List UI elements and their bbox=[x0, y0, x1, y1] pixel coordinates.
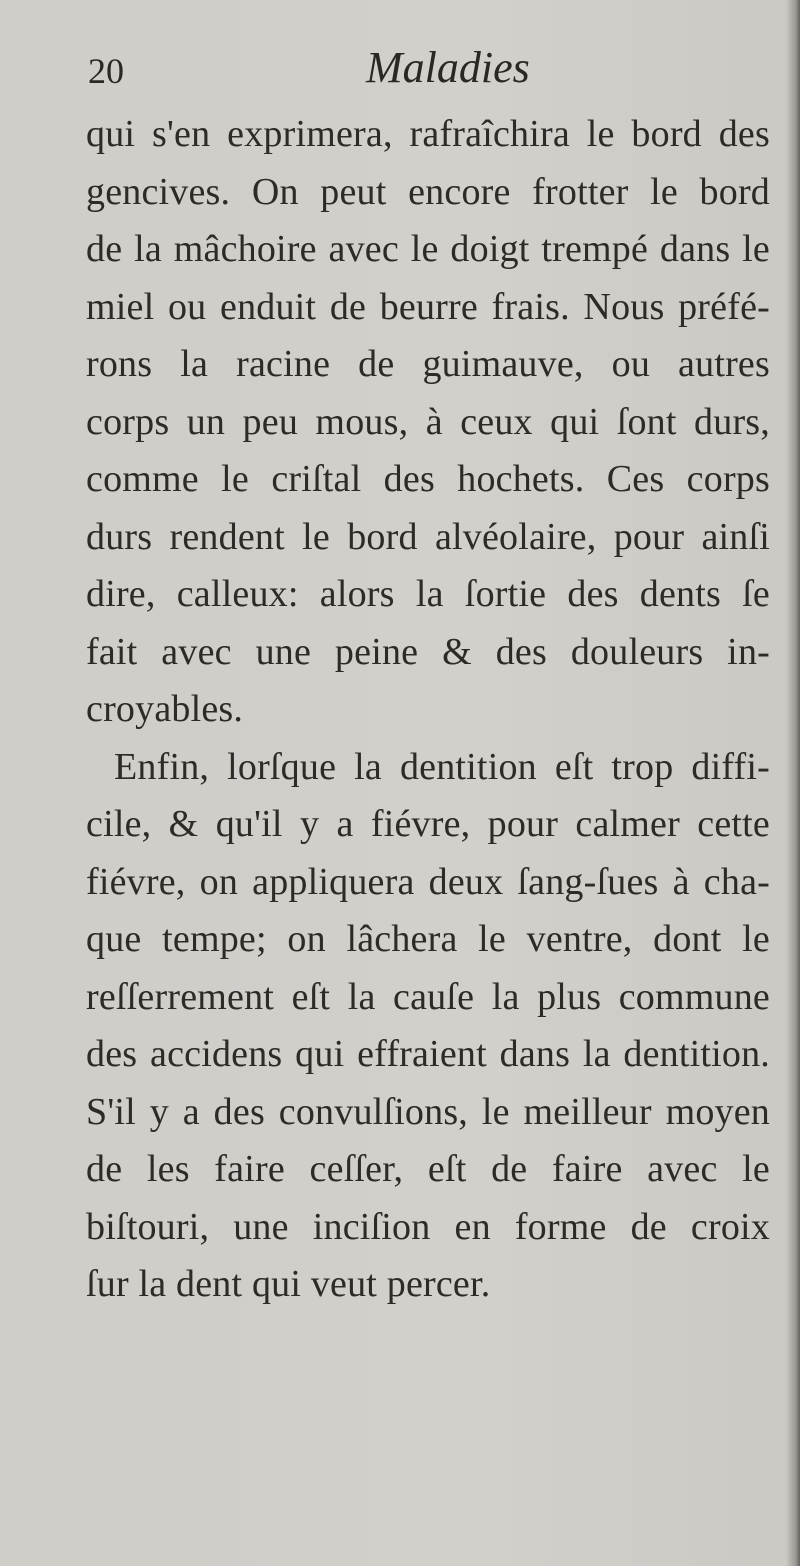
text-line: fiévre, on appliquera deux ſang-ſues à cha- bbox=[86, 860, 770, 903]
running-head bbox=[88, 42, 768, 102]
text-line: gencives. On peut encore frotter le bord bbox=[86, 170, 770, 213]
text-line: dire, calleux: alors la ſortie des dents ſe bbox=[86, 573, 770, 615]
text-line: durs rendent le bord alvéolaire, pour ainſi bbox=[86, 515, 770, 558]
text-line: fait avec une peine & des douleurs in- bbox=[86, 630, 770, 673]
text-line: miel ou enduit de beurre frais. Nous préfé- bbox=[86, 285, 770, 328]
text-line: cile, & qu'il y a fiévre, pour calmer cette bbox=[86, 803, 770, 845]
text-line: des accidens qui effraient dans la dentition. bbox=[86, 1033, 770, 1075]
page-number: 20 bbox=[88, 51, 124, 91]
text-line: de la mâchoire avec le doigt trempé dans le bbox=[86, 228, 770, 270]
text-line: de les faire ceſſer, eſt de faire avec le bbox=[86, 1148, 770, 1190]
running-title: Maladies bbox=[366, 43, 530, 92]
text-line: qui s'en exprimera, rafraîchira le bord des bbox=[86, 113, 770, 155]
text-line: que tempe; on lâchera le ventre, dont le bbox=[86, 918, 770, 960]
text-line: reſſerrement eſt la cauſe la plus commune bbox=[86, 975, 770, 1018]
text-line: biſtouri, une inciſion en forme de croix bbox=[86, 1205, 770, 1248]
text-line: comme le criſtal des hochets. Ces corps bbox=[86, 458, 770, 500]
text-line: rons la racine de guimauve, ou autres bbox=[86, 343, 770, 385]
body-text bbox=[86, 106, 770, 1314]
paragraph-start-line: Enfin, lorſque la dentition eſt trop diffi- bbox=[114, 745, 770, 788]
paragraph-end-line: ſur la dent qui veut percer. bbox=[86, 1263, 491, 1305]
paragraph-end-line: croyables. bbox=[86, 688, 244, 730]
text-line: S'il y a des convulſions, le meilleur moyen bbox=[86, 1090, 770, 1133]
text-line: corps un peu mous, à ceux qui ſont durs, bbox=[86, 400, 770, 443]
